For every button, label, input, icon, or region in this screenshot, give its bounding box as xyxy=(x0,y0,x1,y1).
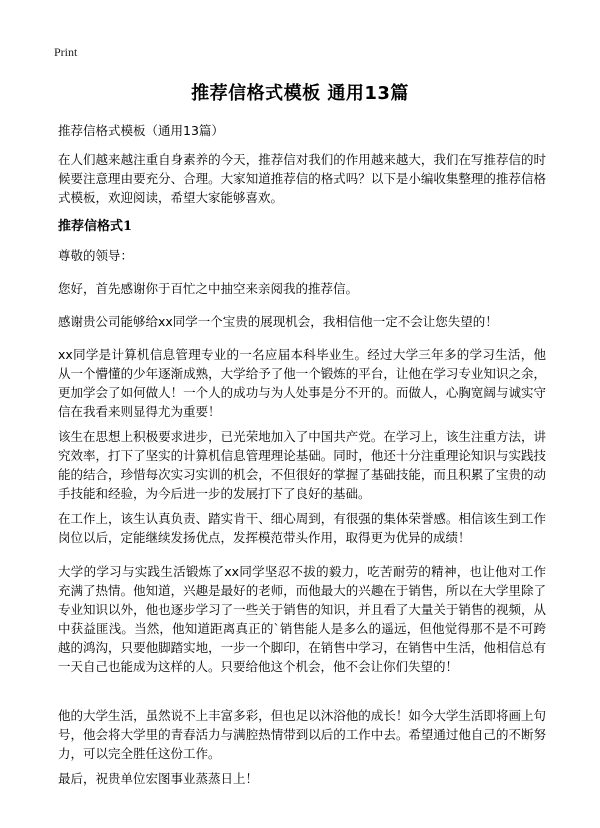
document-subtitle: 推荐信格式模板（通用13篇） xyxy=(58,123,224,138)
body-paragraph: 感谢贵公司能够给xx同学一个宝贵的展现机会，我相信他一定不会让您失望的！ xyxy=(58,314,498,329)
body-paragraph: 在工作上，该生认真负责、踏实肯干、细心周到，有很强的集体荣誉感。相信该生到工作岗位以后，定能继续发扬优点，发挥模范带头作用，取得更为优异的成绩！ xyxy=(58,511,546,545)
intro-paragraph: 在人们越来越注重自身素养的今天，推荐信对我们的作用越来越大，我们在写推荐信的时候要注意理由要充分、合理。大家知道推荐信的格式吗？以下是小编收集整理的推荐信格式模板，欢迎阅读，希望大家能够喜欢。 xyxy=(58,152,546,205)
body-paragraph: 他的大学生活，虽然说不上丰富多彩，但也足以沐浴他的成长！如今大学生活即将画上句号，他会将大学里的青春活力与满腔热情带到以后的工作中去。希望通过他自己的不断努力，可以完全胜任这份工作。 xyxy=(58,708,546,761)
body-paragraph: 该生在思想上积极要求进步，已光荣地加入了中国共产党。在学习上，该生注重方法，讲究效率，打下了坚实的计算机信息管理理论基础。同时，他还十分注重理论知识与实践技能的结合，珍惜每次实习实训的机会，不但很好的掌握了基础技能，而且积累了宝贵的动手技能和经验，为今后进一步的发展打下了良好的基础。 xyxy=(58,429,546,501)
page-title: 推荐信格式模板 通用13篇 xyxy=(191,83,409,104)
section-heading: 推荐信格式1 xyxy=(58,219,133,234)
body-paragraph: 大学的学习与实践生活锻炼了xx同学坚忍不拔的毅力，吃苦耐劳的精神，也让他对工作充满了热情。他知道，兴趣是最好的老师，而他最大的兴趣在于销售，所以在大学里除了专业知识以外，他也逐步学习了一些关于销售的知识，并且看了大量关于销售的视频，从中获益匪浅。当然，他知道距离真正的`销售能人是多么的遥远，但他觉得那不是不可跨越的鸿沟，只要他脚踏实地，一步一个脚印，在销售中学习，在销售中生活，他相信总有一天自己也能成为这样的人。只要给他这个机会，他不会让你们失望的！ xyxy=(58,564,546,674)
print-label: Print xyxy=(54,45,78,59)
body-paragraph: 您好，首先感谢你于百忙之中抽空来亲阅我的推荐信。 xyxy=(58,281,359,296)
body-paragraph: xx同学是计算机信息管理专业的一名应届本科毕业生。经过大学三年多的学习生活，他从一个懵懂的少年逐渐成熟，大学给予了他一个锻炼的平台，让他在学习专业知识之余，更加学会了如何做人！一个人的成功与为人处事是分不开的。而做人，心胸宽阔与诚实守信在我看来则显得尤为重要！ xyxy=(58,347,546,419)
salutation: 尊敬的领导： xyxy=(58,248,134,263)
closing-paragraph: 最后，祝贵单位宏图事业蒸蒸日上！ xyxy=(58,771,259,786)
